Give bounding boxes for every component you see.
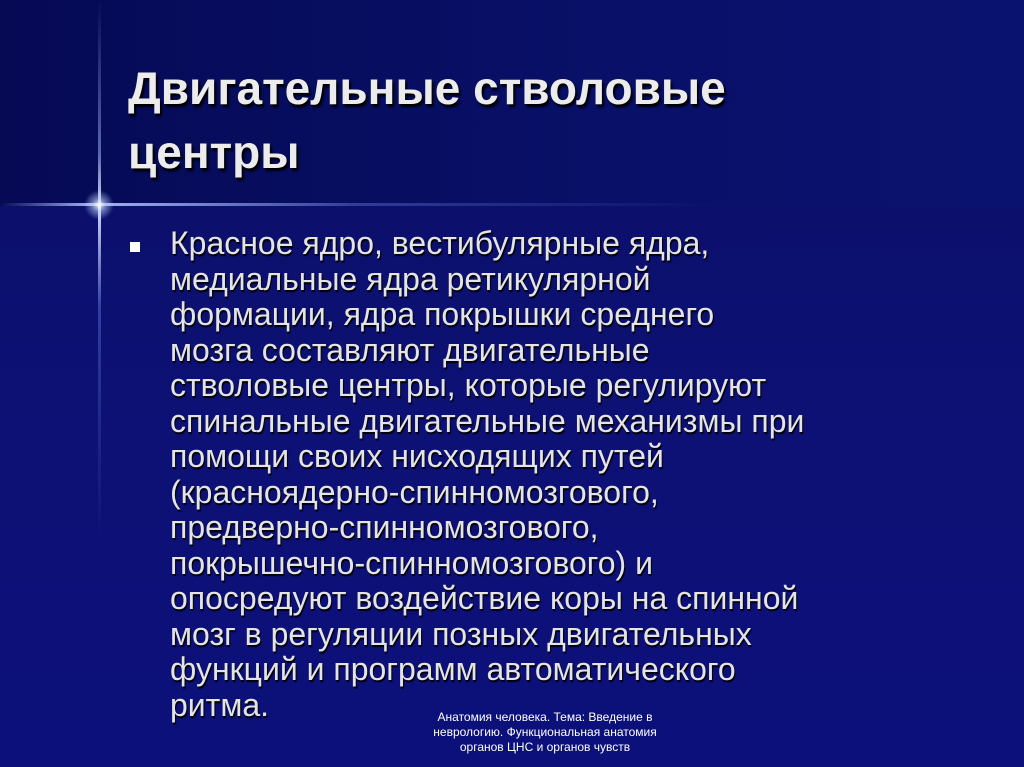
footer-line: Анатомия человека. Тема: Введение в <box>437 710 653 724</box>
slide-title-line: центры <box>128 126 300 178</box>
bullet-text-line: мозг в регуляции позных двигательных <box>170 615 752 652</box>
bullet-text-line: покрышечно-спинномозгового) и <box>170 544 653 581</box>
bullet-text-line: функций и программ автоматического <box>170 651 736 687</box>
horizontal-accent-line <box>0 203 1024 206</box>
bullet-text-line: стволовые центры, которые регулируют <box>170 367 767 403</box>
square-bullet-icon <box>130 242 140 252</box>
sparkle-icon <box>84 190 114 220</box>
bullet-text-line: формации, ядра покрышки среднего <box>170 296 715 332</box>
bullet-text-line: предверно-спинномозгового, <box>170 509 599 545</box>
bullet-text-line: Красное ядро, вестибулярные ядра, <box>170 225 710 261</box>
bullet-text <box>170 226 970 723</box>
slide-title <box>128 56 988 184</box>
bullet-text-line: (красноядерно-спинномозгового, <box>170 473 659 510</box>
slide-footer <box>400 710 690 755</box>
bullet-text-line: спинальные двигательные механизмы при <box>170 402 805 439</box>
footer-line: неврологию. Функциональная анатомия <box>433 725 657 739</box>
bullet-text-line: мозга составляют двигательные <box>170 331 650 368</box>
bullet-text-line: помощи своих нисходящих путей <box>170 438 664 474</box>
bullet-text-line: ритма. <box>170 686 270 723</box>
bullet-text-line: медиальные ядра ретикулярной <box>170 260 651 297</box>
vertical-accent-line <box>98 0 101 767</box>
bullet-text-line: опосредуют воздействие коры на спинной <box>170 580 799 616</box>
slide-title-line: Двигательные стволовые <box>128 62 726 114</box>
footer-line: органов ЦНС и органов чувств <box>459 740 631 754</box>
